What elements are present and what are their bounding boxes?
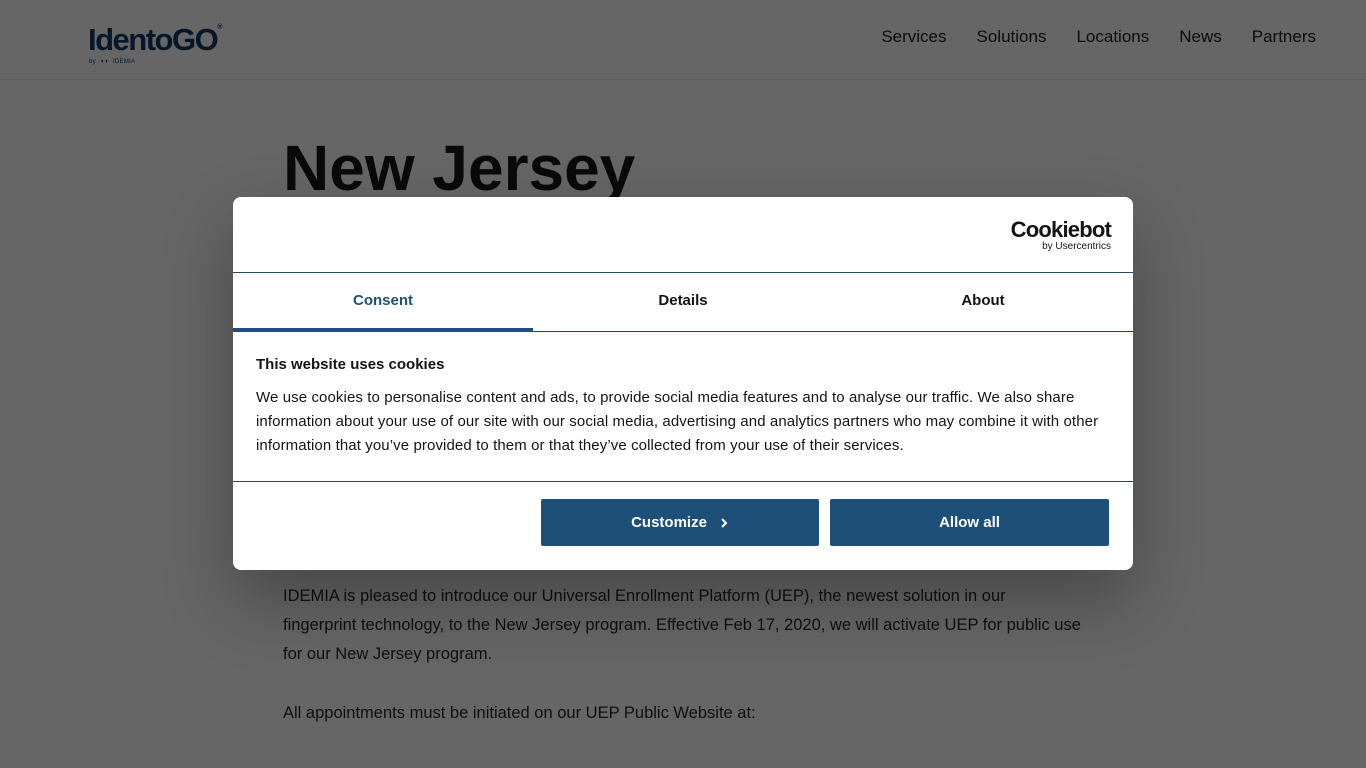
tab-consent[interactable]: Consent bbox=[233, 273, 533, 331]
cookiebot-wordmark: Cookiebot bbox=[1010, 217, 1111, 242]
cookiebot-logo[interactable] bbox=[1011, 219, 1111, 252]
dialog-header bbox=[233, 197, 1133, 273]
cookie-title: This website uses cookies bbox=[256, 356, 445, 373]
chevron-right-icon bbox=[719, 517, 729, 529]
tab-details[interactable]: Details bbox=[658, 292, 708, 309]
allow-all-button[interactable] bbox=[830, 499, 1109, 546]
allow-all-button-label: Allow all bbox=[939, 514, 1000, 531]
dialog-body bbox=[256, 355, 1111, 458]
customize-button-label: Customize bbox=[631, 514, 707, 531]
cookie-consent-dialog bbox=[233, 197, 1133, 570]
customize-button[interactable] bbox=[541, 499, 819, 546]
cookiebot-byline: by Usercentrics bbox=[1042, 241, 1111, 252]
dialog-footer bbox=[233, 481, 1133, 570]
dialog-tabs bbox=[233, 273, 1133, 332]
cookie-description: We use cookies to personalise content and ads, to provide social media features and to analyse our traffic. We also share information about your use of our site with our social media, advertising and analytics partners who may combine it with other information that you’ve provided to them or that they’ve collected from your use of their services. bbox=[256, 389, 1099, 454]
tab-about[interactable]: About bbox=[961, 292, 1005, 309]
